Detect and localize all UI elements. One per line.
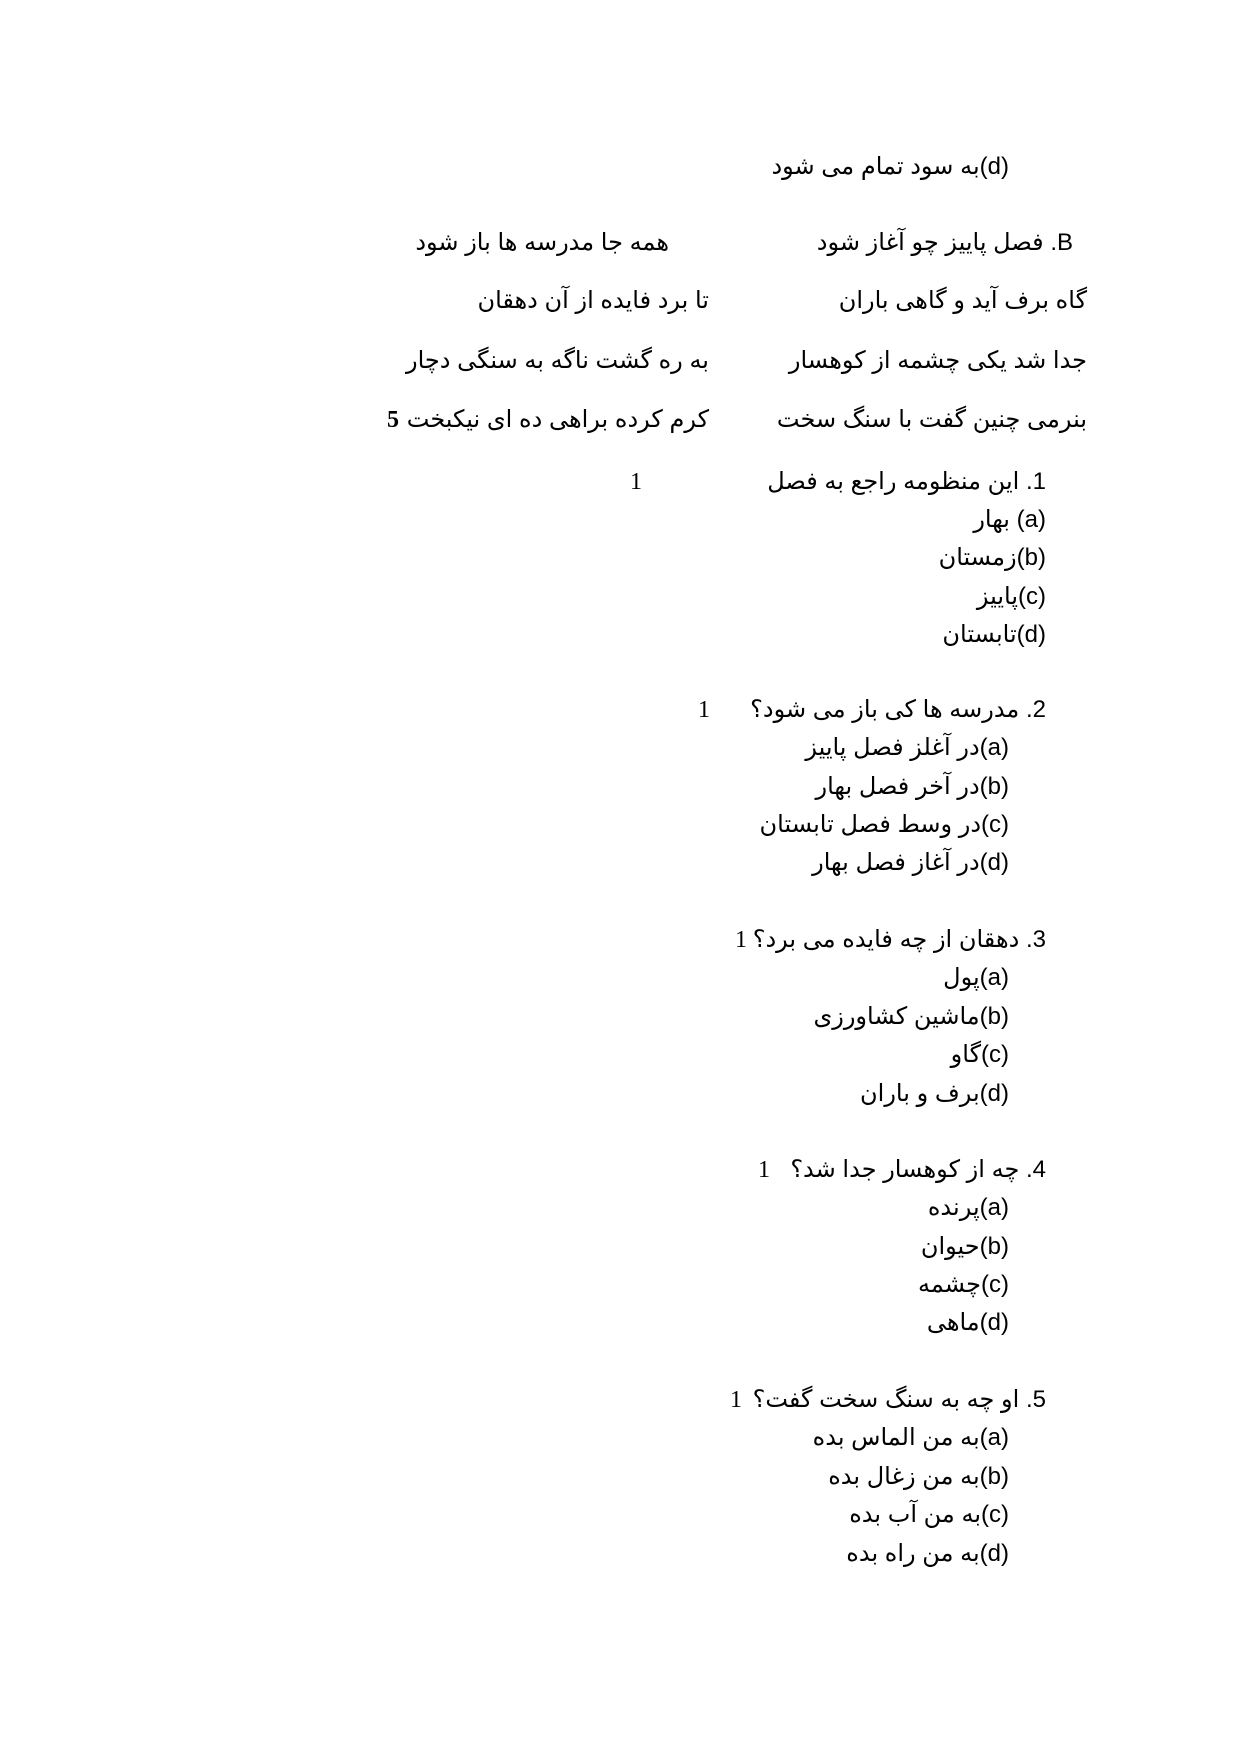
option-letter: (b): [1016, 544, 1046, 571]
q2-option-d: [812, 848, 1009, 878]
prev-option-d: [771, 152, 1009, 182]
question-1: [767, 467, 1046, 497]
poem-line-4-right: بنرمی چنین گفت با سنگ سخت: [776, 406, 1087, 433]
option-text: حیوان: [920, 1233, 980, 1260]
poem-line-1-left: همه جا مدرسه ها باز شود: [415, 229, 669, 256]
q1-option-a: [973, 505, 1046, 535]
poem-line-2-right: گاه برف آید و گاهی باران: [838, 287, 1087, 314]
option-text: برف و باران: [860, 1080, 980, 1107]
option-text: چشمه: [918, 1271, 981, 1298]
question-number: 5.: [1025, 1386, 1046, 1413]
q5-option-c: [849, 1500, 1009, 1530]
question-text: او چه به سنگ سخت گفت؟: [752, 1386, 1020, 1413]
q1-option-b: [939, 543, 1046, 573]
option-letter: (a): [979, 1424, 1009, 1451]
question-1-marks: 1: [630, 469, 642, 495]
option-text: پاییز: [976, 583, 1018, 610]
option-letter: (a): [979, 734, 1009, 761]
question-3: [753, 925, 1046, 955]
q3-option-d: [860, 1079, 1009, 1109]
question-5-marks: 1: [730, 1387, 742, 1413]
poem-line-1-right: [817, 228, 1073, 258]
q1-option-c: [977, 582, 1046, 612]
option-text: به من زغال بده: [828, 1463, 980, 1490]
option-text: به من آب بده: [849, 1501, 981, 1528]
option-text: در وسط فصل تابستان: [759, 811, 981, 838]
q5-option-b: [828, 1462, 1009, 1492]
poem-line-3-right: جدا شد یکی چشمه از کوهسار: [788, 347, 1087, 374]
q3-option-c: [951, 1040, 1009, 1070]
option-text: پرنده: [927, 1194, 980, 1221]
option-text: تابستان: [942, 621, 1017, 648]
option-letter: (a): [979, 964, 1009, 991]
option-letter: (d): [1016, 621, 1046, 648]
question-number: 4.: [1025, 1156, 1046, 1183]
option-letter: (d): [979, 153, 1009, 180]
option-letter: (c): [981, 1501, 1009, 1528]
option-text: به سود تمام می شود: [771, 153, 980, 180]
question-number: 1.: [1025, 468, 1046, 495]
option-letter: (d): [979, 1080, 1009, 1107]
q4-option-c: [918, 1270, 1009, 1300]
question-3-marks: 1: [735, 927, 747, 953]
option-letter: (c): [981, 1271, 1009, 1298]
q3-option-a: [943, 963, 1009, 993]
option-text: به من الماس بده: [812, 1424, 980, 1451]
q3-option-b: [813, 1002, 1009, 1032]
question-number: 3.: [1025, 926, 1046, 953]
option-letter: (c): [981, 1041, 1009, 1068]
option-letter: (a): [979, 1194, 1009, 1221]
option-text: در آغاز فصل بهار: [812, 849, 980, 876]
question-4: [790, 1155, 1046, 1185]
q1-option-d: [942, 620, 1046, 650]
poem-line-4-left: کرم کرده براهی ده ای نیکبخت: [406, 406, 709, 433]
option-letter: (b): [979, 1233, 1009, 1260]
option-text: در آغلز فصل پاییز: [805, 734, 980, 761]
poem-line-3-left: به ره گشت ناگه به سنگی دچار: [406, 347, 709, 374]
option-letter: (d): [979, 1540, 1009, 1567]
question-4-marks: 1: [758, 1157, 770, 1183]
q2-option-b: [816, 772, 1010, 802]
question-5: [753, 1385, 1046, 1415]
option-text: در آخر فصل بهار: [815, 773, 980, 800]
option-letter: (a): [1016, 506, 1046, 533]
question-2-marks: 1: [698, 697, 710, 723]
option-letter: (d): [979, 849, 1009, 876]
q4-option-a: [928, 1193, 1009, 1223]
question-2: [750, 695, 1046, 725]
option-text: ماشین کشاورزی: [813, 1003, 980, 1030]
option-letter: (c): [981, 811, 1009, 838]
question-text: چه از کوهسار جدا شد؟: [790, 1156, 1020, 1183]
q4-option-b: [921, 1232, 1009, 1262]
q5-option-d: [846, 1539, 1009, 1569]
section-label: B.: [1050, 229, 1073, 256]
option-text: بهار: [973, 506, 1010, 533]
poem-text: فصل پاییز چو آغاز شود: [816, 229, 1044, 256]
poem-line-2-left: تا برد فایده از آن دهقان: [477, 287, 709, 314]
option-text: به من راه بده: [846, 1540, 980, 1567]
question-text: این منظومه راجع به فصل: [767, 468, 1020, 495]
option-letter: (b): [979, 773, 1009, 800]
question-number: 2.: [1025, 696, 1046, 723]
q4-option-d: [927, 1308, 1009, 1338]
q2-option-a: [805, 733, 1009, 763]
option-letter: (c): [1018, 583, 1046, 610]
question-text: مدرسه ها کی باز می شود؟: [750, 696, 1020, 723]
option-text: گاو: [950, 1041, 981, 1068]
q5-option-a: [813, 1423, 1009, 1453]
poem-total-marks: 5: [387, 407, 399, 433]
option-text: زمستان: [938, 544, 1017, 571]
option-text: پول: [943, 964, 980, 991]
option-letter: (b): [979, 1003, 1009, 1030]
option-letter: (b): [979, 1463, 1009, 1490]
option-letter: (d): [979, 1309, 1009, 1336]
option-text: ماهی: [926, 1309, 980, 1336]
q2-option-c: [760, 810, 1009, 840]
question-text: دهقان از چه فایده می برد؟: [752, 926, 1020, 953]
